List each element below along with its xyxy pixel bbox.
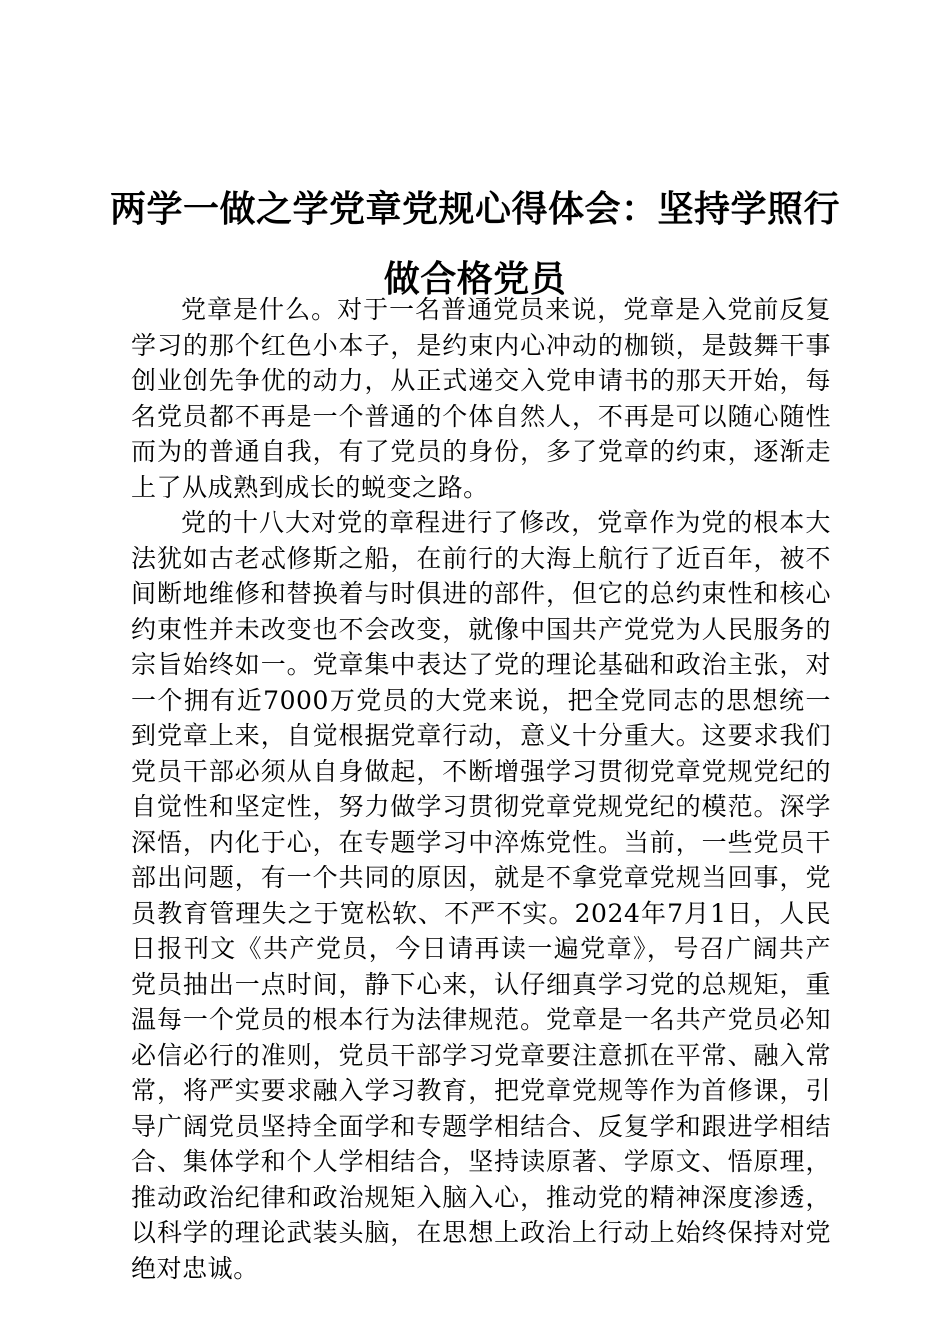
document-title: 两学一做之学党章党规心得体会：坚持学照行做合格党员 bbox=[110, 189, 841, 300]
paragraph-2: 党的十八大对党的章程进行了修改，党章作为党的根本大法犹如古老忒修斯之船，在前行的大海上航行了近百年，被不间断地维修和替换着与时俱进的部件，但它的总约束性和核心约束性并未改变也不会改变，就像中国共产党党为人民服务的宗旨始终如一。党章集中表达了党的理论基础和政治主张，对一个拥有近7000万党员的大党来说，把全党同志的思想统一到党章上来，自觉根据党章行动，意义十分重大。这要求我们党员干部必须从自身做起，不断增强学习贯彻党章党规党纪的自觉性和坚定性，努力做学习贯彻党章党规党纪的模范。深学深悟，内化于心，在专题学习中淬炼党性。当前，一些党员干部出问题，有一个共同的原因，就是不拿党章党规当回事，党员教育管理失之于宽松软、不严不实。2024年7月1日，人民日报刊文《共产党员，今日请再读一遍党章》，号召广阔共产党员抽出一点时间，静下心来，认仔细真学习党的总规矩，重温每一个党员的根本行为法律规范。党章是一名共产党员必知必信必行的准则，党员干部学习党章要注意抓在平常、融入常常，将严实要求融入学习教育，把党章党规等作为首修课，引导广阔党员坚持全面学和专题学相结合、反复学和跟进学相结合、集体学和个人学相结合，坚持读原著、学原文、悟原理，推动政治纪律和政治规矩入脑入心，推动党的精神深度渗透，以科学的理论武装头脑，在思想上政治上行动上始终保持对党绝对忠诚。 bbox=[131, 508, 831, 1283]
document-body bbox=[131, 292, 831, 1286]
paragraph-1: 党章是什么。对于一名普通党员来说，党章是入党前反复学习的那个红色小本子，是约束内心冲动的枷锁，是鼓舞干事创业创先争优的动力，从正式递交入党申请书的那天开始，每名党员都不再是一个普通的个体自然人，不再是可以随心随性而为的普通自我，有了党员的身份，多了党章的约束，逐渐走上了从成熟到成长的蜕变之路。 bbox=[131, 295, 831, 502]
